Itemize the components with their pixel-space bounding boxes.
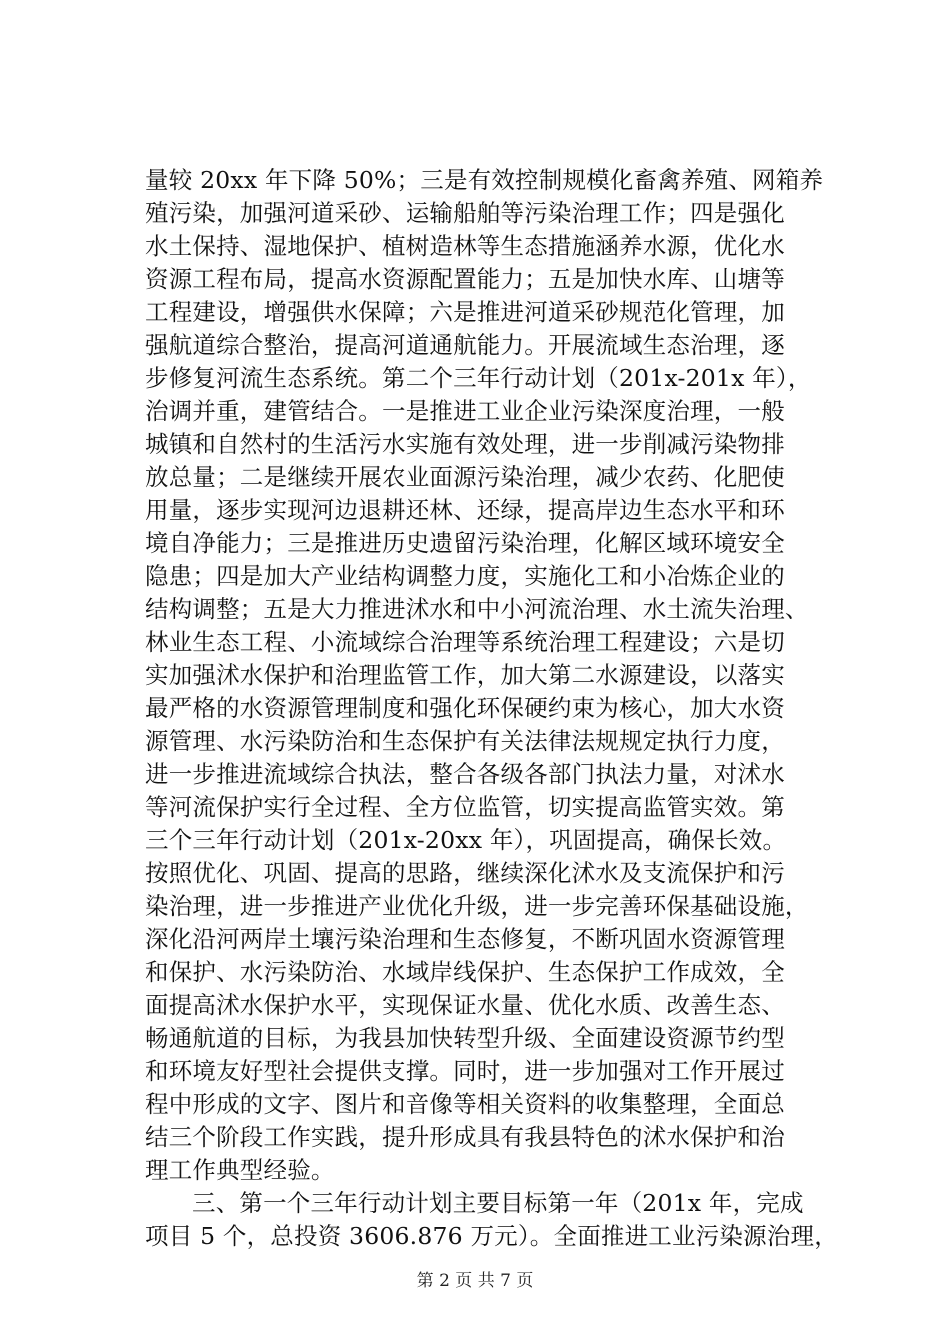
body-text-line: 用量，逐步实现河边退耕还林、还绿，提高岸边生态水平和环 bbox=[145, 496, 785, 524]
body-text-line: 源管理、水污染防治和生态保护有关法律法规规定执行力度， bbox=[145, 727, 785, 755]
body-text-line: 隐患；四是加大产业结构调整力度，实施化工和小冶炼企业的 bbox=[145, 562, 785, 590]
body-text-line: 量较 20xx 年下降 50%；三是有效控制规模化畜禽养殖、网箱养 bbox=[145, 166, 824, 194]
body-text-line: 深化沿河两岸土壤污染治理和生态修复，不断巩固水资源管理 bbox=[145, 925, 785, 953]
body-text-line: 城镇和自然村的生活污水实施有效处理，进一步削减污染物排 bbox=[145, 430, 785, 458]
body-text-line: 畅通航道的目标，为我县加快转型升级、全面建设资源节约型 bbox=[145, 1024, 785, 1052]
body-text-line: 进一步推进流域综合执法，整合各级各部门执法力量，对沭水 bbox=[145, 760, 785, 788]
body-text-line: 按照优化、巩固、提高的思路，继续深化沭水及支流保护和污 bbox=[145, 859, 785, 887]
body-text-line: 理工作典型经验。 bbox=[145, 1156, 335, 1184]
body-text-line: 步修复河流生态系统。第二个三年行动计划（201x-201x 年）， bbox=[145, 364, 812, 392]
body-text-line: 项目 5 个，总投资 3606.876 万元）。全面推进工业污染源治理， bbox=[145, 1222, 838, 1250]
body-text-line: 三、第一个三年行动计划主要目标第一年（201x 年，完成 bbox=[192, 1189, 804, 1217]
body-text-line: 水土保持、湿地保护、植树造林等生态措施涵养水源，优化水 bbox=[145, 232, 785, 260]
body-text-line: 结构调整；五是大力推进沭水和中小河流治理、水土流失治理、 bbox=[145, 595, 809, 623]
body-text-line: 林业生态工程、小流域综合治理等系统治理工程建设；六是切 bbox=[145, 628, 785, 656]
body-text-line: 染治理，进一步推进产业优化升级，进一步完善环保基础设施， bbox=[145, 892, 809, 920]
body-text-line: 资源工程布局，提高水资源配置能力；五是加快水库、山塘等 bbox=[145, 265, 785, 293]
document-body bbox=[145, 164, 838, 1253]
body-text-line: 殖污染，加强河道采砂、运输船舶等污染治理工作；四是强化 bbox=[145, 199, 785, 227]
body-text-line: 三个三年行动计划（201x-20xx 年），巩固提高，确保长效。 bbox=[145, 826, 787, 854]
body-text-line: 面提高沭水保护水平，实现保证水量、优化水质、改善生态、 bbox=[145, 991, 785, 1019]
page-footer: 第 2 页 共 7 页 bbox=[416, 1271, 534, 1291]
body-text-line: 强航道综合整治，提高河道通航能力。开展流域生态治理，逐 bbox=[145, 331, 785, 359]
body-text-line: 境自净能力；三是推进历史遗留污染治理，化解区域环境安全 bbox=[145, 529, 785, 557]
body-text-line: 等河流保护实行全过程、全方位监管，切实提高监管实效。第 bbox=[145, 793, 785, 821]
body-text-line: 最严格的水资源管理制度和强化环保硬约束为核心，加大水资 bbox=[145, 694, 785, 722]
body-text-line: 放总量；二是继续开展农业面源污染治理，减少农药、化肥使 bbox=[145, 463, 785, 491]
body-text-line: 治调并重，建管结合。一是推进工业企业污染深度治理，一般 bbox=[145, 397, 785, 425]
body-text-line: 和保护、水污染防治、水域岸线保护、生态保护工作成效，全 bbox=[145, 958, 785, 986]
body-text-line: 实加强沭水保护和治理监管工作，加大第二水源建设，以落实 bbox=[145, 661, 785, 689]
body-text-line: 程中形成的文字、图片和音像等相关资料的收集整理，全面总 bbox=[145, 1090, 785, 1118]
body-text-line: 结三个阶段工作实践，提升形成具有我县特色的沭水保护和治 bbox=[145, 1123, 785, 1151]
body-text-line: 工程建设，增强供水保障；六是推进河道采砂规范化管理，加 bbox=[145, 298, 785, 326]
body-text-line: 和环境友好型社会提供支撑。同时，进一步加强对工作开展过 bbox=[145, 1057, 785, 1085]
